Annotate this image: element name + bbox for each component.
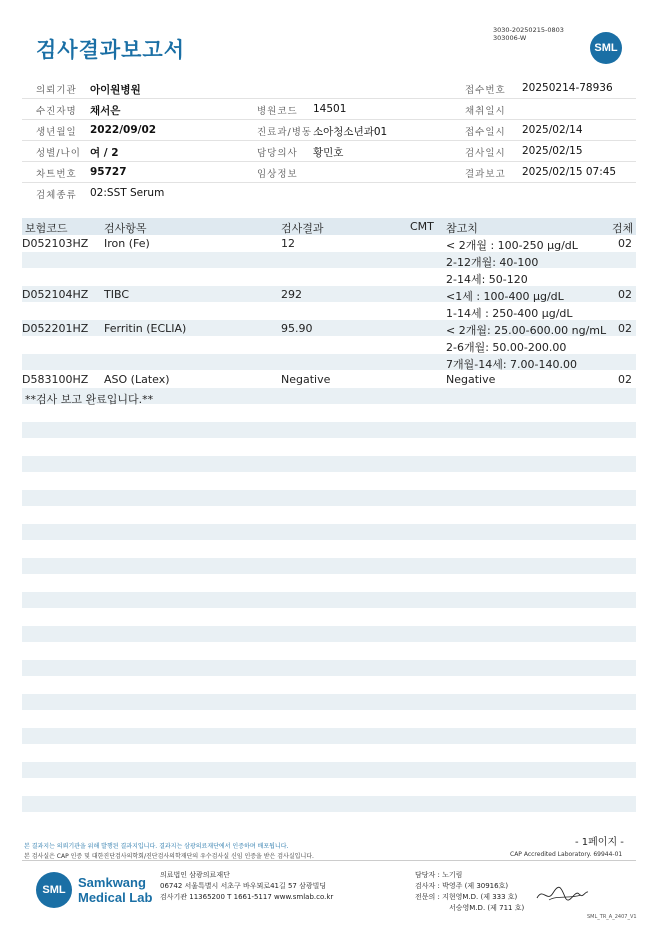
results-table-header <box>22 218 636 235</box>
hospital-label: 의뢰기관 <box>36 85 77 96</box>
patient-name-label: 수진자명 <box>36 106 77 117</box>
row-ref: Negative <box>446 373 496 386</box>
row-code: D583100HZ <box>22 373 89 386</box>
header-specimen: 검체 <box>612 222 634 235</box>
table-row <box>22 303 636 320</box>
info-row <box>22 120 636 141</box>
sex-age-value: 여 / 2 <box>90 147 119 159</box>
collection-date-label: 채취일시 <box>465 106 506 117</box>
row-item: ASO (Latex) <box>104 373 170 386</box>
table-stripe <box>22 575 636 592</box>
document-id-line-2: 303006-W <box>493 34 527 42</box>
table-row <box>22 320 636 337</box>
table-row <box>22 354 636 371</box>
row-specimen: 02 <box>618 322 632 335</box>
table-stripe <box>22 643 636 660</box>
chart-no-label: 차트번호 <box>36 169 77 180</box>
row-ref: 2-6개월: 50.00-200.00 <box>446 341 567 354</box>
specimen-value: 02:SST Serum <box>90 187 165 199</box>
table-stripe <box>22 711 636 728</box>
sml-logo-icon: SML <box>590 32 622 64</box>
table-row <box>22 337 636 354</box>
document-id-line-1: 3030-20250215-0803 <box>493 26 564 34</box>
report-complete-message: **검사 보고 완료입니다.** <box>25 393 154 406</box>
dept-label: 진료과/병동 <box>257 127 313 138</box>
table-stripe <box>22 609 636 626</box>
organization-info <box>160 870 333 903</box>
staff-specialist-1: 전문의 : 지현영M.D. (제 333 호) <box>415 893 518 901</box>
clinical-info-label: 임상정보 <box>257 169 298 180</box>
header-item: 검사항목 <box>104 222 147 235</box>
footer-divider <box>22 860 636 861</box>
row-specimen: 02 <box>618 288 632 301</box>
table-stripe <box>22 507 636 524</box>
row-item: Iron (Fe) <box>104 237 150 250</box>
info-row <box>22 78 636 99</box>
table-row <box>22 269 636 286</box>
header-ref: 참고치 <box>446 222 478 235</box>
organization-address: 06742 서울특별시 서초구 바우뫼로41길 57 삼광빌딩 <box>160 882 327 890</box>
doctor-label: 담당의사 <box>257 148 298 159</box>
form-code: SML_TR_A_2407_V1 <box>587 914 637 920</box>
table-row <box>22 371 636 388</box>
table-stripe <box>22 813 636 830</box>
report-title: 검사결과보고서 <box>36 38 186 62</box>
dob-value: 2022/09/02 <box>90 124 157 136</box>
receipt-no-value: 20250214-78936 <box>522 82 613 94</box>
brand-name <box>78 875 152 905</box>
info-row <box>22 99 636 120</box>
table-stripe <box>22 592 636 609</box>
row-result: Negative <box>281 373 331 386</box>
signature-icon <box>535 883 590 905</box>
receipt-date-label: 접수일시 <box>465 127 506 138</box>
patient-info-section <box>22 78 636 204</box>
row-item: Ferritin (ECLIA) <box>104 322 187 335</box>
doctor-value: 황민호 <box>313 147 344 159</box>
table-stripe <box>22 762 636 779</box>
page-number: - 1페이지 - <box>575 837 624 848</box>
accreditation-note: 본 검사실은 CAP 인증 및 대한진단검사의학회/진단검사의학재단의 우수검사실 신임 인증을 받은 검사실입니다. <box>24 853 314 860</box>
table-row <box>22 235 636 252</box>
hospital-value: 아이원병원 <box>90 84 141 96</box>
results-table-body <box>22 235 636 388</box>
table-stripe <box>22 558 636 575</box>
table-stripe <box>22 677 636 694</box>
dept-value: 소아청소년과01 <box>313 126 388 138</box>
row-result: 292 <box>281 288 302 301</box>
staff-specialist-2: 서승영M.D. (제 711 호) <box>449 904 525 912</box>
receipt-no-label: 접수번호 <box>465 85 506 96</box>
row-result: 12 <box>281 237 295 250</box>
row-ref: < 2개월: 25.00-600.00 ng/mL <box>446 324 607 337</box>
test-date-value: 2025/02/15 <box>522 145 583 157</box>
brand-line-1: Samkwang <box>78 875 146 890</box>
table-stripe <box>22 439 636 456</box>
table-row <box>22 252 636 269</box>
header-result: 검사결과 <box>281 222 324 235</box>
row-specimen: 02 <box>618 373 632 386</box>
row-ref: 2-14세: 50-120 <box>446 273 528 286</box>
document-id <box>493 26 564 42</box>
dob-label: 생년월일 <box>36 127 77 138</box>
info-row <box>22 183 636 204</box>
patient-name-value: 채서은 <box>90 105 121 117</box>
row-result: 95.90 <box>281 322 313 335</box>
table-stripe <box>22 694 636 711</box>
row-item: TIBC <box>104 288 129 301</box>
report-date-label: 결과보고 <box>465 169 506 180</box>
table-stripe <box>22 456 636 473</box>
test-date-label: 검사일시 <box>465 148 506 159</box>
sml-footer-logo-icon: SML <box>36 872 72 908</box>
table-stripe <box>22 422 636 439</box>
header-code: 보험코드 <box>25 222 68 235</box>
table-stripe <box>22 473 636 490</box>
table-stripe <box>22 660 636 677</box>
specimen-label: 검체종류 <box>36 190 77 201</box>
header-cmt: CMT <box>410 220 434 233</box>
staff-info <box>415 870 524 914</box>
row-ref: < 2개월 : 100-250 μg/dL <box>446 239 578 252</box>
info-row <box>22 162 636 183</box>
row-specimen: 02 <box>618 237 632 250</box>
hospital-code-label: 병원코드 <box>257 106 298 117</box>
info-row <box>22 141 636 162</box>
row-code: D052104HZ <box>22 288 89 301</box>
table-stripe <box>22 626 636 643</box>
organization-contact: 검사기관 11365200 T 1661-5117 www.smlab.co.kr <box>160 893 334 901</box>
table-stripe <box>22 490 636 507</box>
report-date-value: 2025/02/15 07:45 <box>522 166 617 178</box>
chart-no-value: 95727 <box>90 166 127 178</box>
sex-age-label: 성별/나이 <box>36 148 81 159</box>
row-code: D052201HZ <box>22 322 89 335</box>
organization-name: 의료법인 삼광의료재단 <box>160 871 230 879</box>
row-ref: 7개월-14세: 7.00-140.00 <box>446 358 577 371</box>
table-stripe <box>22 524 636 541</box>
receipt-date-value: 2025/02/14 <box>522 124 583 136</box>
row-ref: 2-12개월: 40-100 <box>446 256 539 269</box>
hospital-code-value: 14501 <box>313 103 347 115</box>
cap-accreditation: CAP Accredited Laboratory. 69944-01 <box>510 851 623 858</box>
table-stripe <box>22 745 636 762</box>
brand-line-2: Medical Lab <box>78 890 153 905</box>
table-stripe <box>22 796 636 813</box>
staff-manager: 담당자 : 노기림 <box>415 871 463 879</box>
report-notice: 본 결과지는 의뢰기관을 위해 발행된 결과지입니다. 결과지는 삼광의료재단에서 인증하며 배포됩니다. <box>24 843 289 850</box>
row-ref: 1-14세 : 250-400 μg/dL <box>446 307 573 320</box>
table-row <box>22 286 636 303</box>
table-stripe <box>22 541 636 558</box>
row-ref: <1세 : 100-400 μg/dL <box>446 290 564 303</box>
table-stripe <box>22 405 636 422</box>
row-code: D052103HZ <box>22 237 89 250</box>
table-stripe <box>22 728 636 745</box>
staff-tester: 검사자 : 박영주 (제 30916호) <box>415 882 509 890</box>
table-stripe <box>22 779 636 796</box>
